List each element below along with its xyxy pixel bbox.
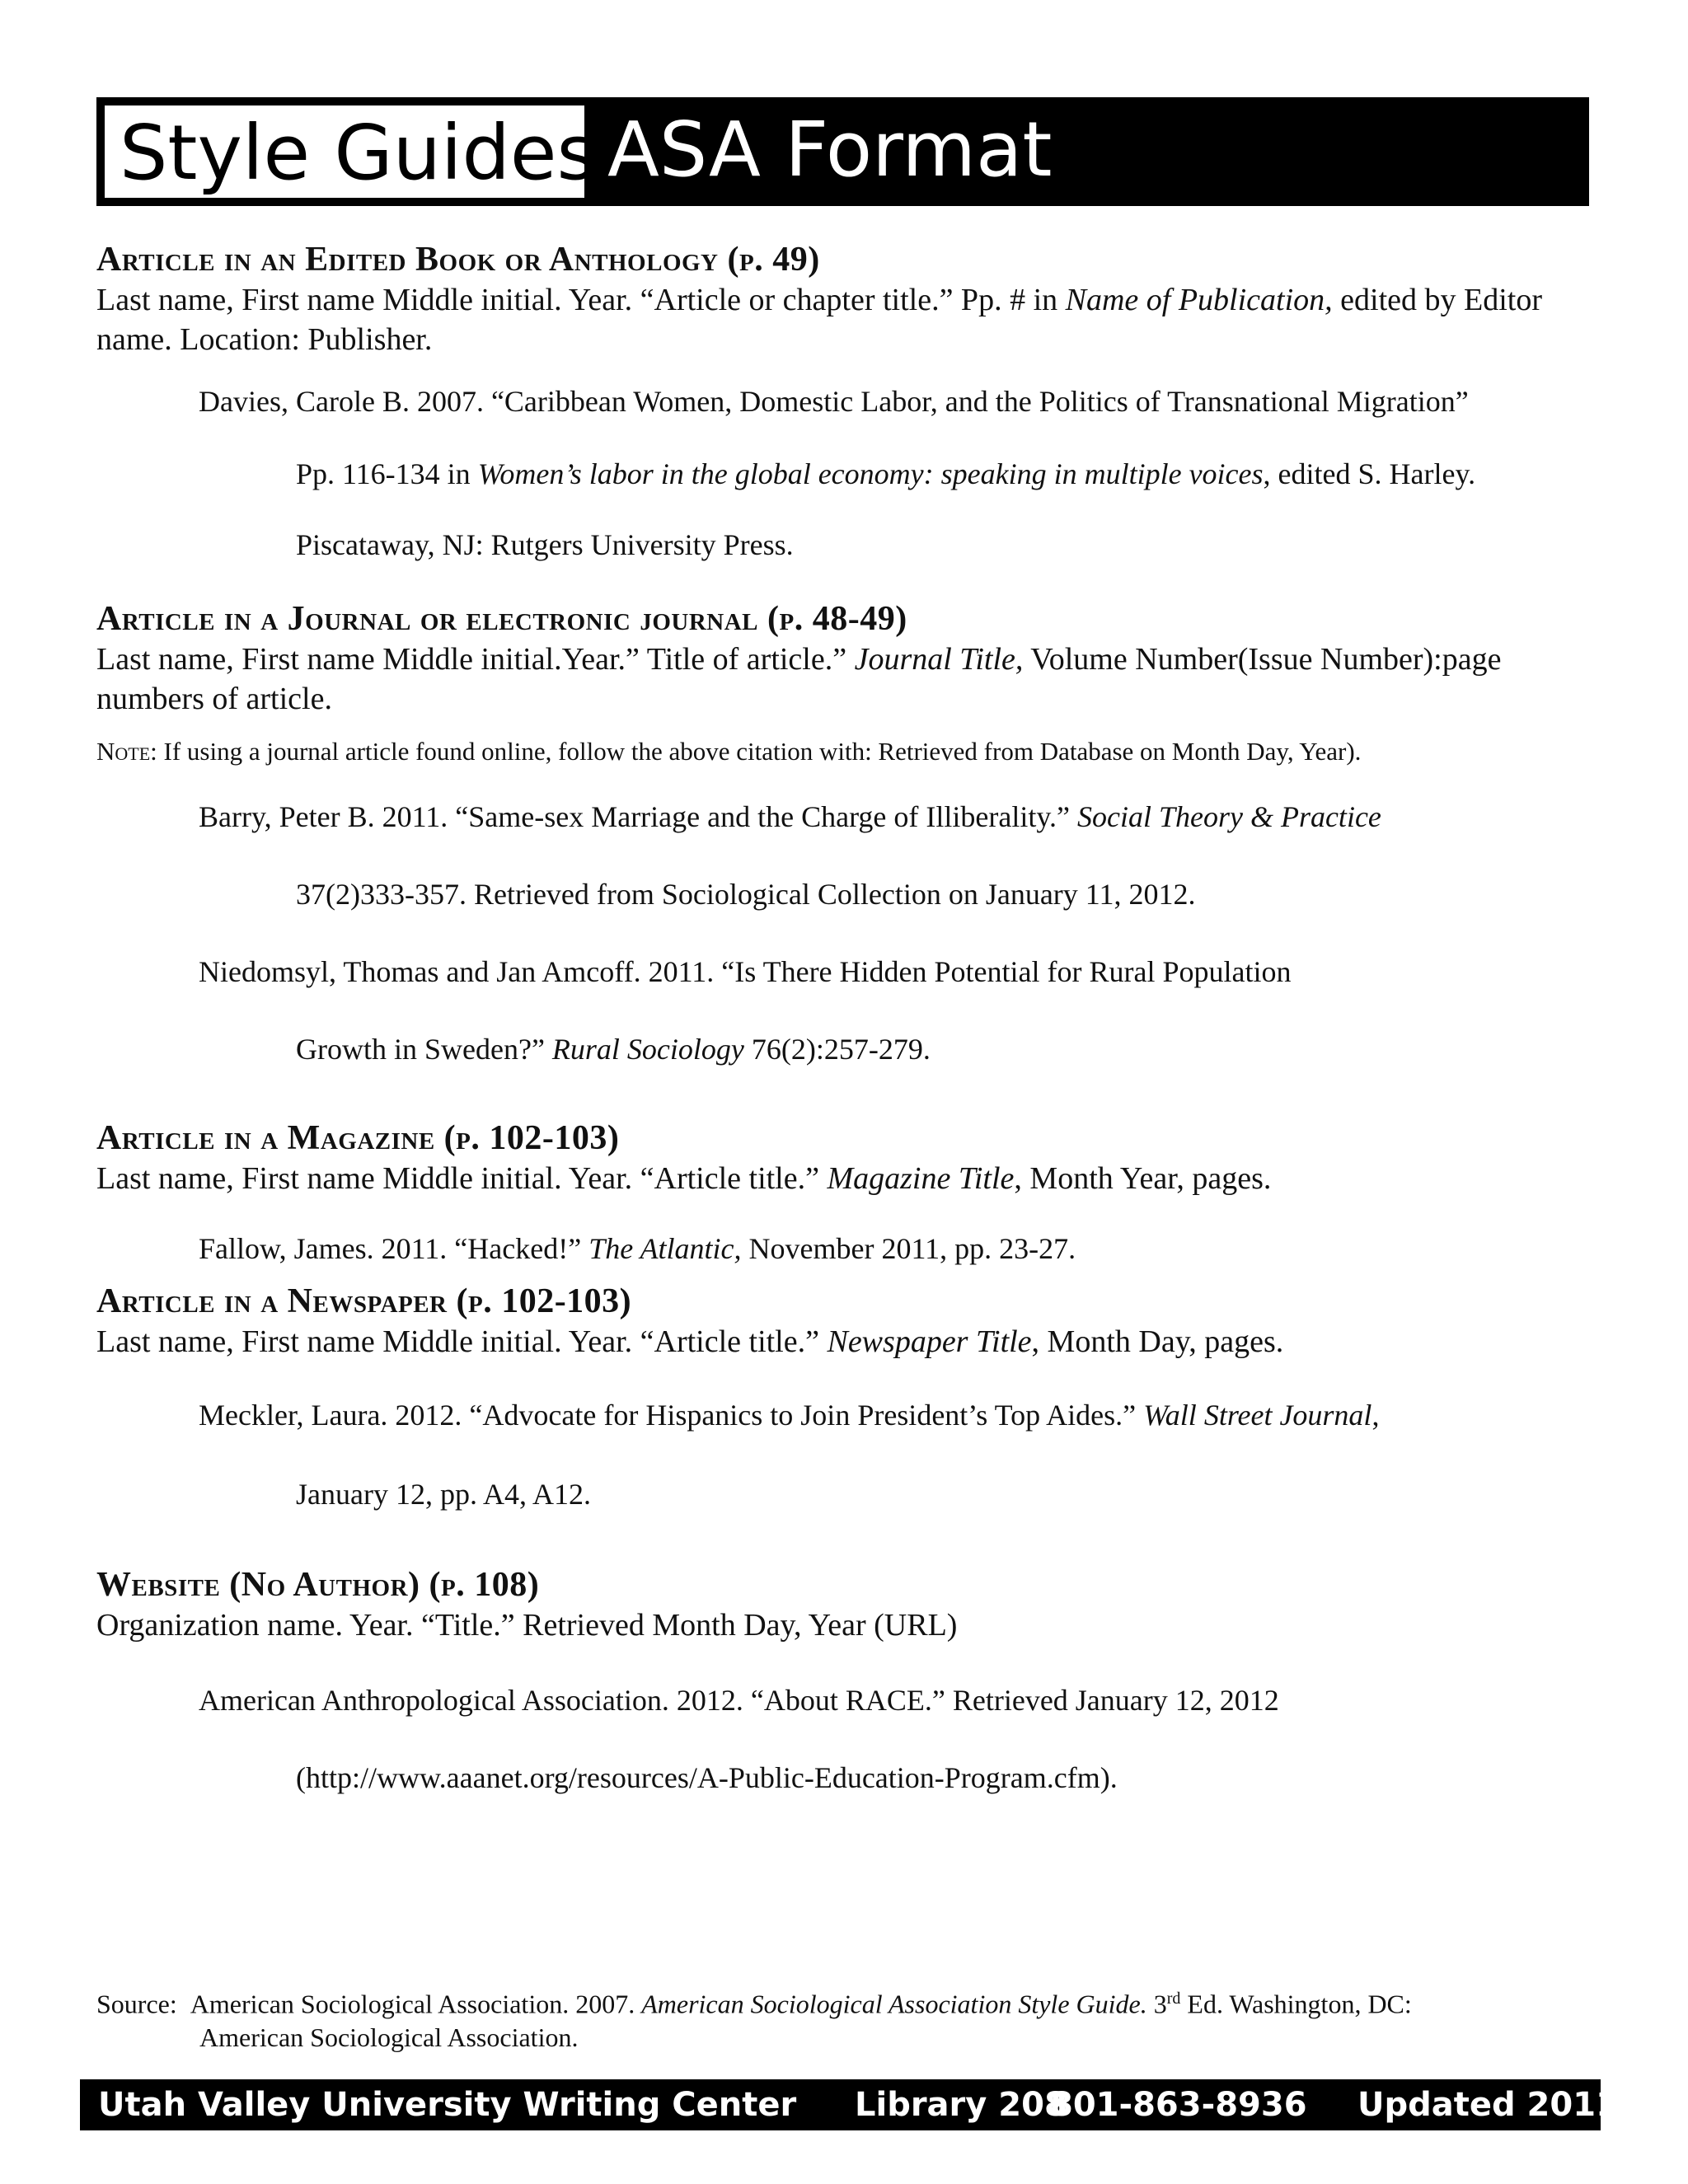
section-heading: Article in a Journal or electronic journal (p. 48-49) <box>96 600 907 638</box>
format-template: Last name, First name Middle initial.Year.” Title of article.” Journal Title, Volume Number(Issue Number):page numbers of article. <box>96 642 1502 716</box>
format-template: Last name, First name Middle initial. Year. “Article or chapter title.” Pp. # in Name of Publication, edited by Editor name. Location: Publisher. <box>96 283 1542 357</box>
example-citation: Niedomsyl, Thomas and Jan Amcoff. 2011. “Is There Hidden Potential for Rural Population <box>199 955 1292 988</box>
example-citation-continued: 37(2)333-357. Retrieved from Sociological Collection on January 11, 2012. <box>296 878 1196 911</box>
header-bar <box>96 97 1589 206</box>
example-citation-continued: Growth in Sweden?” Rural Sociology 76(2):257-279. <box>296 1033 931 1066</box>
section-heading: Website (No Author) (p. 108) <box>96 1566 540 1604</box>
section-heading: Article in a Magazine (p. 102-103) <box>96 1119 620 1157</box>
example-citation: Meckler, Laura. 2012. “Advocate for Hispanics to Join President’s Top Aides.” Wall Street Journal, <box>199 1399 1380 1432</box>
source-label: Source: <box>96 1989 177 2019</box>
header-left-title: Style Guides <box>101 102 588 201</box>
format-template: Last name, First name Middle initial. Year. “Article title.” Newspaper Title, Month Day, pages. <box>96 1324 1284 1359</box>
example-citation-continued: (http://www.aaanet.org/resources/A-Public-Education-Program.cfm). <box>296 1761 1118 1794</box>
example-citation-continued: Pp. 116-134 in Women’s labor in the global economy: speaking in multiple voices, edited S. Harley. <box>296 457 1476 490</box>
example-citation: American Anthropological Association. 2012. “About RACE.” Retrieved January 12, 2012 <box>199 1684 1279 1717</box>
example-citation-continued: Piscataway, NJ: Rutgers University Press. <box>296 528 794 561</box>
footer-phone: 801-863-8936 <box>1050 2086 1307 2124</box>
source-citation: Source: American Sociological Association. 2007. American Sociological Association Style Guide. 3rd Ed. Washington, DC: American Sociological Association. <box>96 1989 1412 2052</box>
example-citation: Fallow, James. 2011. “Hacked!” The Atlantic, November 2011, pp. 23-27. <box>199 1232 1076 1265</box>
example-citation: Barry, Peter B. 2011. “Same-sex Marriage and the Charge of Illiberality.” Social Theory & Practice <box>199 800 1381 833</box>
format-template: Last name, First name Middle initial. Year. “Article title.” Magazine Title, Month Year, pages. <box>96 1161 1272 1196</box>
example-citation: Davies, Carole B. 2007. “Caribbean Women, Domestic Labor, and the Politics of Transnational Migration” <box>199 385 1469 418</box>
section-heading: Article in a Newspaper (p. 102-103) <box>96 1282 632 1320</box>
section-heading: Article in an Edited Book or Anthology (p. 49) <box>96 241 820 279</box>
footer-updated: Updated 2011 <box>1357 2086 1619 2124</box>
header-right-title: ASA Format <box>607 105 1053 194</box>
format-template: Organization name. Year. “Title.” Retrieved Month Day, Year (URL) <box>96 1608 958 1643</box>
footer-org: Utah Valley University Writing Center <box>98 2086 797 2124</box>
note-text: Note: If using a journal article found online, follow the above citation with: Retrieved from Database on Month Day, Year). <box>96 737 1362 766</box>
footer-location: Library 208 <box>855 2086 1067 2124</box>
document-body <box>96 239 1597 1797</box>
footer-bar <box>80 2079 1619 2130</box>
example-citation-continued: January 12, pp. A4, A12. <box>296 1478 591 1511</box>
